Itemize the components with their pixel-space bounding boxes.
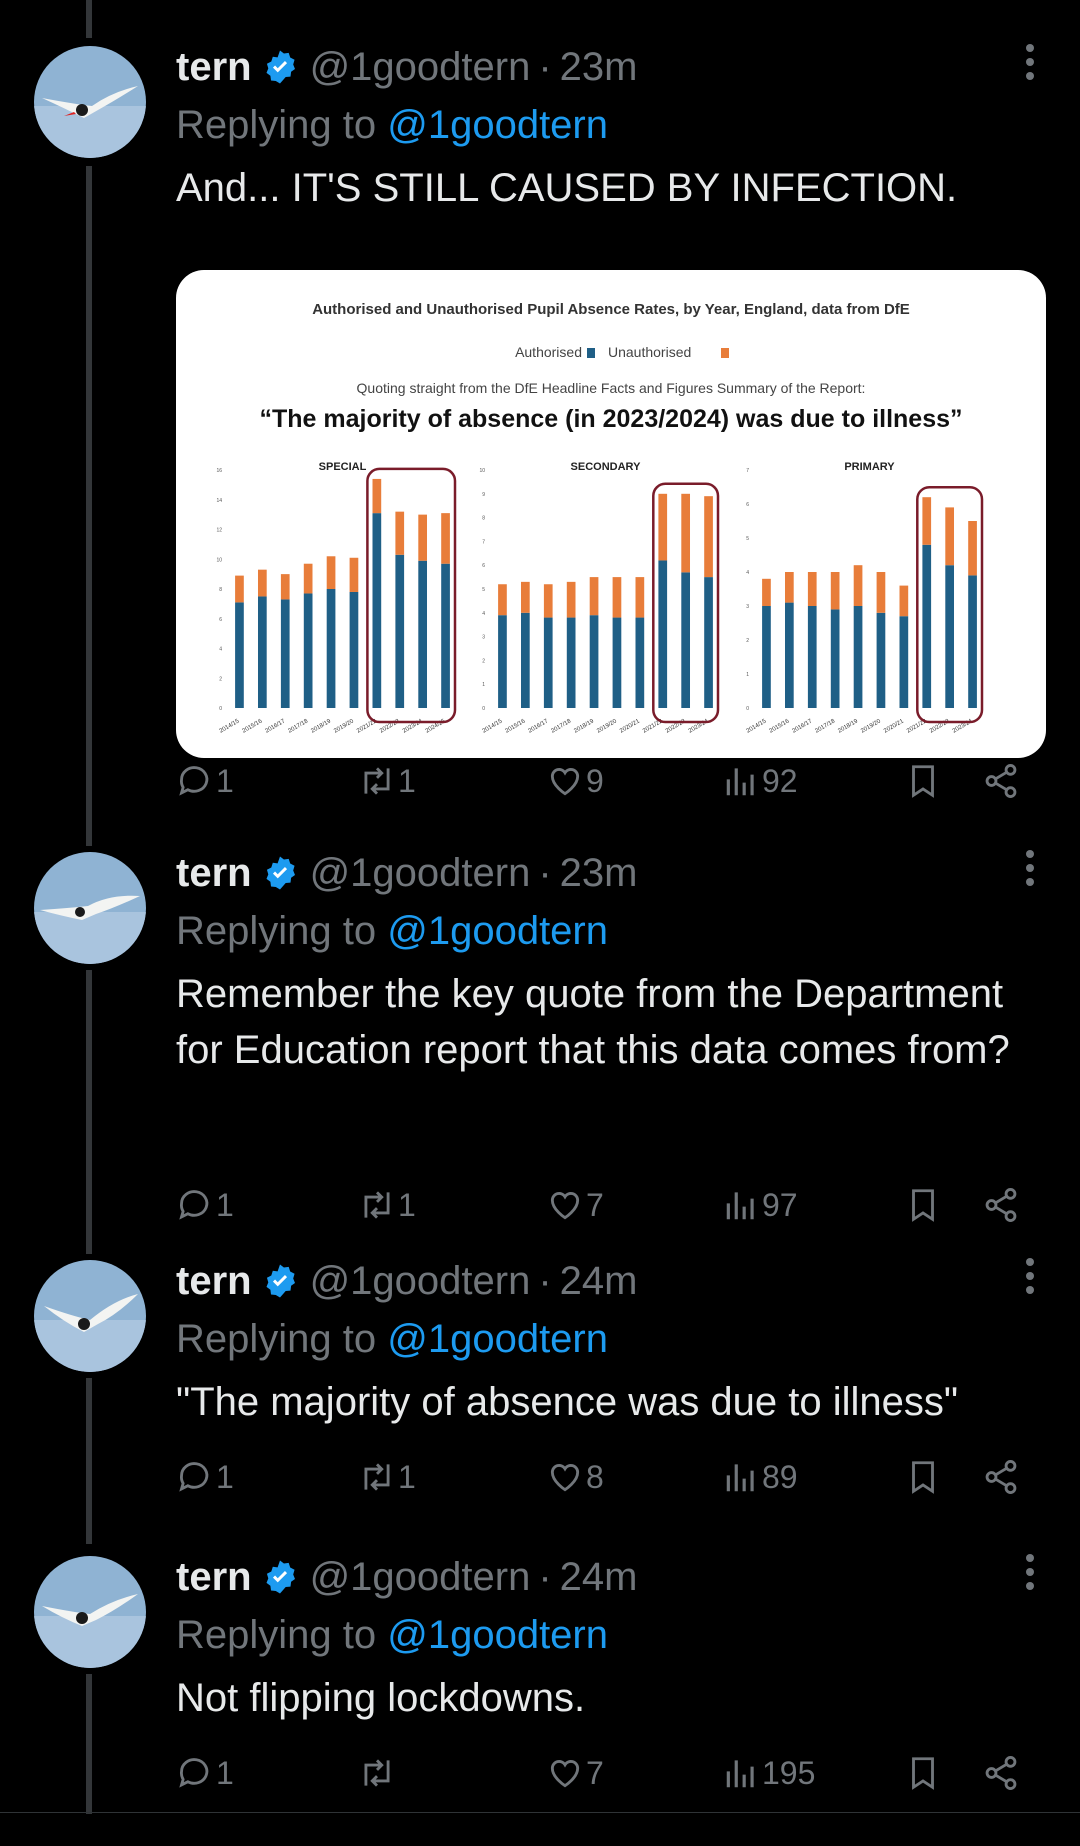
bar-authorised <box>785 603 794 708</box>
x-tick-label: 2023/24 <box>687 718 710 735</box>
y-tick-label: 6 <box>482 563 485 570</box>
y-tick-label: 2 <box>746 638 749 644</box>
bar-authorised <box>922 545 931 708</box>
bar-unauthorised <box>258 570 267 597</box>
tweet-actions <box>176 756 1028 806</box>
bar-unauthorised <box>281 574 290 599</box>
heart-icon <box>546 762 584 800</box>
bar-unauthorised <box>613 577 622 617</box>
like-count: 7 <box>586 1186 604 1223</box>
bar-unauthorised <box>418 515 427 561</box>
bar-unauthorised <box>922 497 931 545</box>
retweet-button[interactable] <box>358 1748 398 1798</box>
more-options-icon[interactable] <box>1020 848 1040 888</box>
reply-button[interactable] <box>176 756 234 806</box>
bar-authorised <box>831 609 840 708</box>
bar-unauthorised <box>235 576 244 603</box>
views-count: 92 <box>762 762 798 799</box>
y-tick-label: 0 <box>482 706 485 712</box>
retweet-icon <box>358 762 396 800</box>
display-name[interactable]: tern <box>176 1554 252 1599</box>
y-tick-label: 4 <box>219 646 222 653</box>
bar-unauthorised <box>968 521 977 575</box>
bar-authorised <box>945 565 954 708</box>
timestamp[interactable]: 23m <box>559 44 638 89</box>
bar-authorised <box>281 599 290 708</box>
replying-to-label: Replying to <box>176 1317 388 1361</box>
timestamp[interactable]: 24m <box>559 1258 638 1303</box>
bar-authorised <box>635 618 644 708</box>
y-tick-label: 14 <box>216 497 222 504</box>
bar-authorised <box>395 555 404 708</box>
reply-context <box>176 902 1040 960</box>
share-button[interactable] <box>982 1180 1020 1230</box>
bar-authorised <box>704 577 713 708</box>
x-tick-label: 2018/19 <box>310 718 333 735</box>
y-tick-label: 1 <box>482 682 485 689</box>
bar-unauthorised <box>590 577 599 615</box>
mention-link[interactable]: @1goodtern <box>387 909 608 953</box>
avatar[interactable] <box>34 46 146 158</box>
bookmark-icon <box>904 1186 942 1224</box>
bar-unauthorised <box>785 572 794 603</box>
share-button[interactable] <box>982 1748 1020 1798</box>
reply-icon <box>176 762 214 800</box>
bar-unauthorised <box>635 577 644 617</box>
retweet-count: 1 <box>398 762 416 799</box>
x-tick-label: 2021/22 <box>356 718 378 735</box>
reply-button[interactable] <box>176 1452 234 1502</box>
more-options-icon[interactable] <box>1020 42 1040 82</box>
tweet-text: Not flipping lockdowns. <box>176 1676 586 1720</box>
reply-icon <box>176 1186 214 1224</box>
chart-subtitle: Quoting straight from the DfE Headline Facts and Figures Summary of the Report: <box>356 380 866 396</box>
views-button[interactable] <box>722 1180 798 1230</box>
reply-button[interactable] <box>176 1180 234 1230</box>
panel-title: SECONDARY <box>570 461 641 473</box>
bar-unauthorised <box>521 582 530 613</box>
y-tick-label: 7 <box>746 468 749 474</box>
like-button[interactable] <box>546 1452 604 1502</box>
share-button[interactable] <box>982 756 1020 806</box>
views-button[interactable] <box>722 1452 798 1502</box>
x-tick-label: 2021/22 <box>905 718 928 735</box>
x-tick-label: 2014/15 <box>481 718 504 735</box>
y-tick-label: 7 <box>482 539 485 546</box>
y-tick-label: 9 <box>482 491 485 498</box>
bar-authorised <box>498 615 507 708</box>
retweet-button[interactable] <box>358 1452 416 1502</box>
verified-badge-icon[interactable] <box>262 1559 298 1595</box>
views-count: 195 <box>762 1754 816 1791</box>
x-tick-label: 2017/18 <box>550 718 573 735</box>
x-tick-label: 2016/17 <box>791 718 814 735</box>
reply-context <box>176 96 1040 154</box>
like-button[interactable] <box>546 756 604 806</box>
bar-unauthorised <box>304 564 313 594</box>
bar-authorised <box>808 606 817 708</box>
reply-count: 1 <box>216 1754 234 1791</box>
y-tick-label: 4 <box>482 610 485 617</box>
bar-authorised <box>418 561 427 708</box>
chart-quote: “The majority of absence (in 2023/2024) was due to illness” <box>259 405 963 433</box>
bookmark-icon <box>904 1458 942 1496</box>
y-tick-label: 6 <box>746 502 749 508</box>
bar-authorised <box>590 615 599 708</box>
tweet-text: Remember the key quote from the Department for Education report that this data comes from? <box>176 972 1010 1072</box>
handle[interactable]: @1goodtern <box>309 44 531 89</box>
reply-button[interactable] <box>176 1748 234 1798</box>
bar-authorised <box>304 593 313 708</box>
bar-authorised <box>899 616 908 708</box>
y-tick-label: 10 <box>479 468 485 474</box>
y-tick-label: 12 <box>216 527 222 534</box>
tweet-actions <box>176 1180 1028 1230</box>
bar-authorised <box>258 596 267 708</box>
tweet[interactable] <box>0 1548 1080 1791</box>
x-tick-label: 2020/21 <box>619 718 641 735</box>
bar-unauthorised <box>372 479 381 513</box>
bar-unauthorised <box>899 586 908 617</box>
bar-unauthorised <box>544 584 553 617</box>
retweet-icon <box>358 1754 396 1792</box>
y-tick-label: 2 <box>219 676 222 683</box>
reply-icon <box>176 1458 214 1496</box>
bar-authorised <box>327 589 336 708</box>
mention-link[interactable]: @1goodtern <box>387 1613 608 1657</box>
y-tick-label: 0 <box>219 706 222 712</box>
bar-authorised <box>567 618 576 708</box>
bar-authorised <box>350 592 359 708</box>
separator: · <box>538 1554 552 1599</box>
x-tick-label: 2014/15 <box>218 718 241 735</box>
legend-authorised: Authorised <box>515 344 582 360</box>
thread-line <box>86 0 92 38</box>
bar-unauthorised <box>567 582 576 618</box>
tweet-text: And... IT'S STILL CAUSED BY INFECTION. <box>176 166 958 210</box>
heart-icon <box>546 1186 584 1224</box>
reply-context <box>176 1310 1040 1368</box>
absence-chart <box>176 270 1046 758</box>
bar-authorised <box>521 613 530 708</box>
share-icon <box>982 1186 1020 1224</box>
bar-authorised <box>968 575 977 708</box>
bar-unauthorised <box>762 579 771 606</box>
bar-authorised <box>441 564 450 708</box>
x-tick-label: 2015/16 <box>241 718 264 735</box>
y-tick-label: 6 <box>219 616 222 623</box>
reply-count: 1 <box>216 1458 234 1495</box>
tweet[interactable] <box>0 1252 1080 1495</box>
replying-to-label: Replying to <box>176 1613 388 1657</box>
retweet-icon <box>358 1458 396 1496</box>
bar-unauthorised <box>831 572 840 609</box>
more-options-icon[interactable] <box>1020 1552 1040 1592</box>
like-count: 9 <box>586 762 604 799</box>
y-tick-label: 2 <box>482 658 485 665</box>
bar-authorised <box>681 572 690 708</box>
x-tick-label: 2023/24 <box>951 718 974 735</box>
avatar[interactable] <box>34 1556 146 1668</box>
bar-unauthorised <box>327 556 336 589</box>
separator: · <box>538 44 552 89</box>
share-button[interactable] <box>982 1452 1020 1502</box>
x-tick-label: 2019/20 <box>596 718 618 735</box>
bookmark-button[interactable] <box>904 1180 942 1230</box>
x-tick-label: 2024/25 <box>424 718 447 735</box>
bar-authorised <box>658 560 667 708</box>
y-tick-label: 3 <box>746 604 749 610</box>
reply-count: 1 <box>216 762 234 799</box>
bar-unauthorised <box>945 507 954 565</box>
bookmark-icon <box>904 762 942 800</box>
x-tick-label: 2018/19 <box>837 718 860 735</box>
retweet-count: 1 <box>398 1186 416 1223</box>
handle[interactable]: @1goodtern <box>309 850 531 895</box>
tweet-actions <box>176 1452 1028 1502</box>
y-tick-label: 0 <box>746 706 749 712</box>
legend-swatch-unauthorised <box>721 348 729 358</box>
tweet-actions <box>176 1748 1028 1798</box>
bookmark-button[interactable] <box>904 1452 942 1502</box>
bookmark-icon <box>904 1754 942 1792</box>
share-icon <box>982 762 1020 800</box>
y-tick-label: 4 <box>746 570 749 576</box>
replying-to-label: Replying to <box>176 909 388 953</box>
more-options-icon[interactable] <box>1020 1256 1040 1296</box>
timestamp[interactable]: 24m <box>559 1554 638 1599</box>
share-icon <box>982 1458 1020 1496</box>
share-icon <box>982 1754 1020 1792</box>
y-tick-label: 8 <box>219 587 222 593</box>
heart-icon <box>546 1754 584 1792</box>
reply-icon <box>176 1754 214 1792</box>
panel-title: SPECIAL <box>318 461 367 473</box>
y-tick-label: 16 <box>216 468 222 474</box>
handle[interactable]: @1goodtern <box>309 1258 531 1303</box>
y-tick-label: 10 <box>216 557 222 564</box>
views-icon <box>722 1754 760 1792</box>
reply-context <box>176 1606 1040 1664</box>
display-name[interactable]: tern <box>176 850 252 895</box>
retweet-icon <box>358 1186 396 1224</box>
separator: · <box>538 1258 552 1303</box>
y-tick-label: 3 <box>482 634 485 641</box>
bar-unauthorised <box>658 494 667 561</box>
x-tick-label: 2021/22 <box>641 718 664 735</box>
handle[interactable]: @1goodtern <box>309 1554 531 1599</box>
x-tick-label: 2015/16 <box>768 718 791 735</box>
like-count: 8 <box>586 1458 604 1495</box>
legend-unauthorised: Unauthorised <box>608 344 692 360</box>
x-tick-label: 2022/23 <box>378 718 401 735</box>
bar-unauthorised <box>441 513 450 564</box>
verified-badge-icon[interactable] <box>262 855 298 891</box>
tweet-media-image[interactable] <box>176 270 1046 758</box>
display-name[interactable]: tern <box>176 1258 252 1303</box>
y-tick-label: 5 <box>482 587 485 593</box>
views-button[interactable] <box>722 1748 815 1798</box>
x-tick-label: 2016/17 <box>264 718 287 735</box>
bookmark-button[interactable] <box>904 756 942 806</box>
x-tick-label: 2023/24 <box>401 718 424 735</box>
y-tick-label: 8 <box>482 515 485 522</box>
replying-to-label: Replying to <box>176 103 388 147</box>
bookmark-button[interactable] <box>904 1748 942 1798</box>
views-button[interactable] <box>722 756 798 806</box>
bar-authorised <box>877 613 886 708</box>
retweet-button[interactable] <box>358 1180 416 1230</box>
views-count: 97 <box>762 1186 798 1223</box>
views-icon <box>722 1458 760 1496</box>
display-name[interactable]: tern <box>176 44 252 89</box>
views-icon <box>722 1186 760 1224</box>
views-icon <box>722 762 760 800</box>
bar-unauthorised <box>681 494 690 573</box>
separator: · <box>538 850 552 895</box>
legend-swatch-authorised <box>587 348 595 358</box>
x-tick-label: 2015/16 <box>504 718 527 735</box>
x-tick-label: 2017/18 <box>814 718 837 735</box>
avatar[interactable] <box>34 852 146 964</box>
tweet[interactable] <box>0 844 1080 1223</box>
panel-title: PRIMARY <box>844 461 895 473</box>
views-count: 89 <box>762 1458 798 1495</box>
bar-unauthorised <box>808 572 817 606</box>
mention-link[interactable]: @1goodtern <box>387 103 608 147</box>
y-tick-label: 1 <box>746 672 749 678</box>
retweet-count: 1 <box>398 1458 416 1495</box>
x-tick-label: 2014/15 <box>745 718 768 735</box>
tweet-text: "The majority of absence was due to illness" <box>176 1380 959 1424</box>
like-button[interactable] <box>546 1748 604 1798</box>
bar-authorised <box>544 618 553 708</box>
y-tick-label: 5 <box>746 536 749 542</box>
verified-badge-icon[interactable] <box>262 49 298 85</box>
bar-unauthorised <box>498 584 507 615</box>
like-count: 7 <box>586 1754 604 1791</box>
bar-unauthorised <box>395 512 404 555</box>
bar-unauthorised <box>350 558 359 592</box>
timestamp[interactable]: 23m <box>559 850 638 895</box>
bar-authorised <box>762 606 771 708</box>
x-tick-label: 2019/20 <box>333 718 355 735</box>
heart-icon <box>546 1458 584 1496</box>
x-tick-label: 2022/23 <box>664 718 687 735</box>
like-button[interactable] <box>546 1180 604 1230</box>
tweet[interactable] <box>0 38 1080 818</box>
verified-badge-icon[interactable] <box>262 1263 298 1299</box>
bar-authorised <box>235 602 244 708</box>
bar-unauthorised <box>877 572 886 613</box>
x-tick-label: 2018/19 <box>573 718 596 735</box>
bar-authorised <box>854 606 863 708</box>
retweet-button[interactable] <box>358 756 416 806</box>
chart-title: Authorised and Unauthorised Pupil Absence Rates, by Year, England, data from DfE <box>312 301 910 318</box>
mention-link[interactable]: @1goodtern <box>387 1317 608 1361</box>
x-tick-label: 2016/17 <box>527 718 550 735</box>
x-tick-label: 2019/20 <box>860 718 882 735</box>
x-tick-label: 2022/23 <box>928 718 951 735</box>
bar-unauthorised <box>704 496 713 577</box>
x-tick-label: 2017/18 <box>287 718 310 735</box>
reply-count: 1 <box>216 1186 234 1223</box>
bar-authorised <box>613 618 622 708</box>
x-tick-label: 2020/21 <box>883 718 905 735</box>
bar-unauthorised <box>854 565 863 606</box>
bar-authorised <box>372 513 381 708</box>
avatar[interactable] <box>34 1260 146 1372</box>
bottom-divider <box>0 1812 1080 1813</box>
